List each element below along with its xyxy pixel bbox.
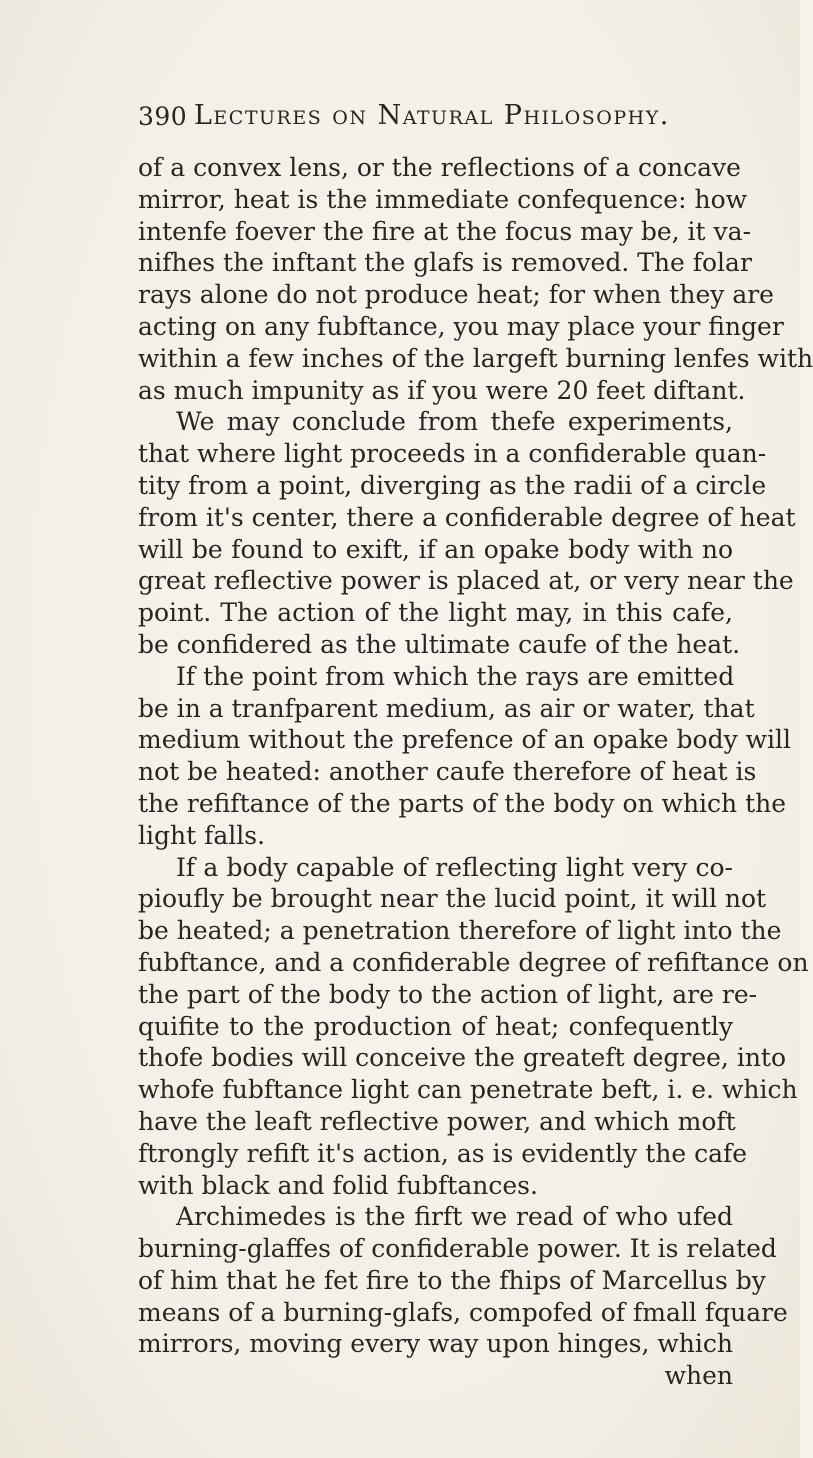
text-line: tity from a point, diverging as the radii of a circle: [138, 470, 767, 500]
text-line: from it's center, there a confiderable degree of heat: [138, 502, 796, 532]
text-line: be heated; a penetration therefore of light into the: [138, 916, 782, 946]
text-line: point. The action of the light may, in this cafe,: [138, 598, 733, 628]
catchword: when: [664, 1361, 733, 1391]
text-line: rays alone do not produce heat; for when they are: [138, 280, 774, 310]
text-line: ftrongly refift it's action, as is evidently the cafe: [138, 1138, 748, 1168]
text-line: have the leaft reflective power, and which moft: [138, 1106, 736, 1136]
text-line: mirrors, moving every way upon hinges, which: [138, 1329, 733, 1359]
text-line: acting on any fubftance, you may place your finger: [138, 311, 784, 341]
text-line: thofe bodies will conceive the greateft degree, into: [138, 1043, 787, 1073]
text-line: means of a burning-glafs, compofed of fmall fquare: [138, 1297, 788, 1327]
text-line: mirror, heat is the immediate confequence: how: [138, 184, 748, 214]
text-line: be confidered as the ultimate caufe of the heat.: [138, 629, 741, 659]
text-line: quifite to the production of heat; confequently: [138, 1011, 733, 1041]
text-line: within a few inches of the largeft burning lenfes with: [138, 343, 813, 373]
text-line: intenfe foever the fire at the focus may be, it va-: [138, 216, 752, 246]
paragraph-first-line: We may conclude from thefe experiments,: [176, 407, 733, 437]
running-head: [138, 98, 738, 138]
text-line: light falls.: [138, 820, 266, 850]
text-line: of him that he fet fire to the fhips of Marcellus by: [138, 1265, 766, 1295]
text-line: the refiftance of the parts of the body on which the: [138, 788, 787, 818]
text-line: be in a tranfparent medium, as air or water, that: [138, 693, 755, 723]
text-line: pioufly be brought near the lucid point, it will not: [138, 884, 767, 914]
text-line: not be heated: another caufe therefore of heat is: [138, 757, 757, 787]
text-line: of a convex lens, or the reflections of a concave: [138, 153, 741, 182]
text-line: that where light proceeds in a confiderable quan-: [138, 439, 767, 469]
text-line: the part of the body to the action of light, are re-: [138, 979, 758, 1009]
text-line: nifhes the inftant the glafs is removed. The folar: [138, 248, 752, 278]
text-line: medium without the prefence of an opake body will: [138, 725, 792, 755]
text-line: as much impunity as if you were 20 feet diftant.: [138, 375, 746, 405]
text-line: fubftance, and a confiderable degree of refiftance on: [138, 947, 809, 977]
text-line: will be found to exift, if an opake body with no: [138, 534, 733, 564]
paragraph-first-line: Archimedes is the firft we read of who ufed: [176, 1202, 733, 1232]
text-line: whofe fubftance light can penetrate beft, i. e. which: [138, 1075, 798, 1105]
page-number: 390: [138, 102, 188, 131]
paragraph-first-line: If the point from which the rays are emitted: [176, 661, 735, 691]
text-line: great reflective power is placed at, or very near the: [138, 566, 794, 596]
running-head-title: Lectures on Natural Philosophy.: [194, 100, 670, 131]
text-line: with black and folid fubftances.: [138, 1170, 538, 1200]
paragraph-first-line: If a body capable of reflecting light very co-: [176, 852, 733, 882]
text-line: burning-glaffes of confiderable power. It is related: [138, 1234, 777, 1264]
body-text: [138, 152, 813, 1392]
